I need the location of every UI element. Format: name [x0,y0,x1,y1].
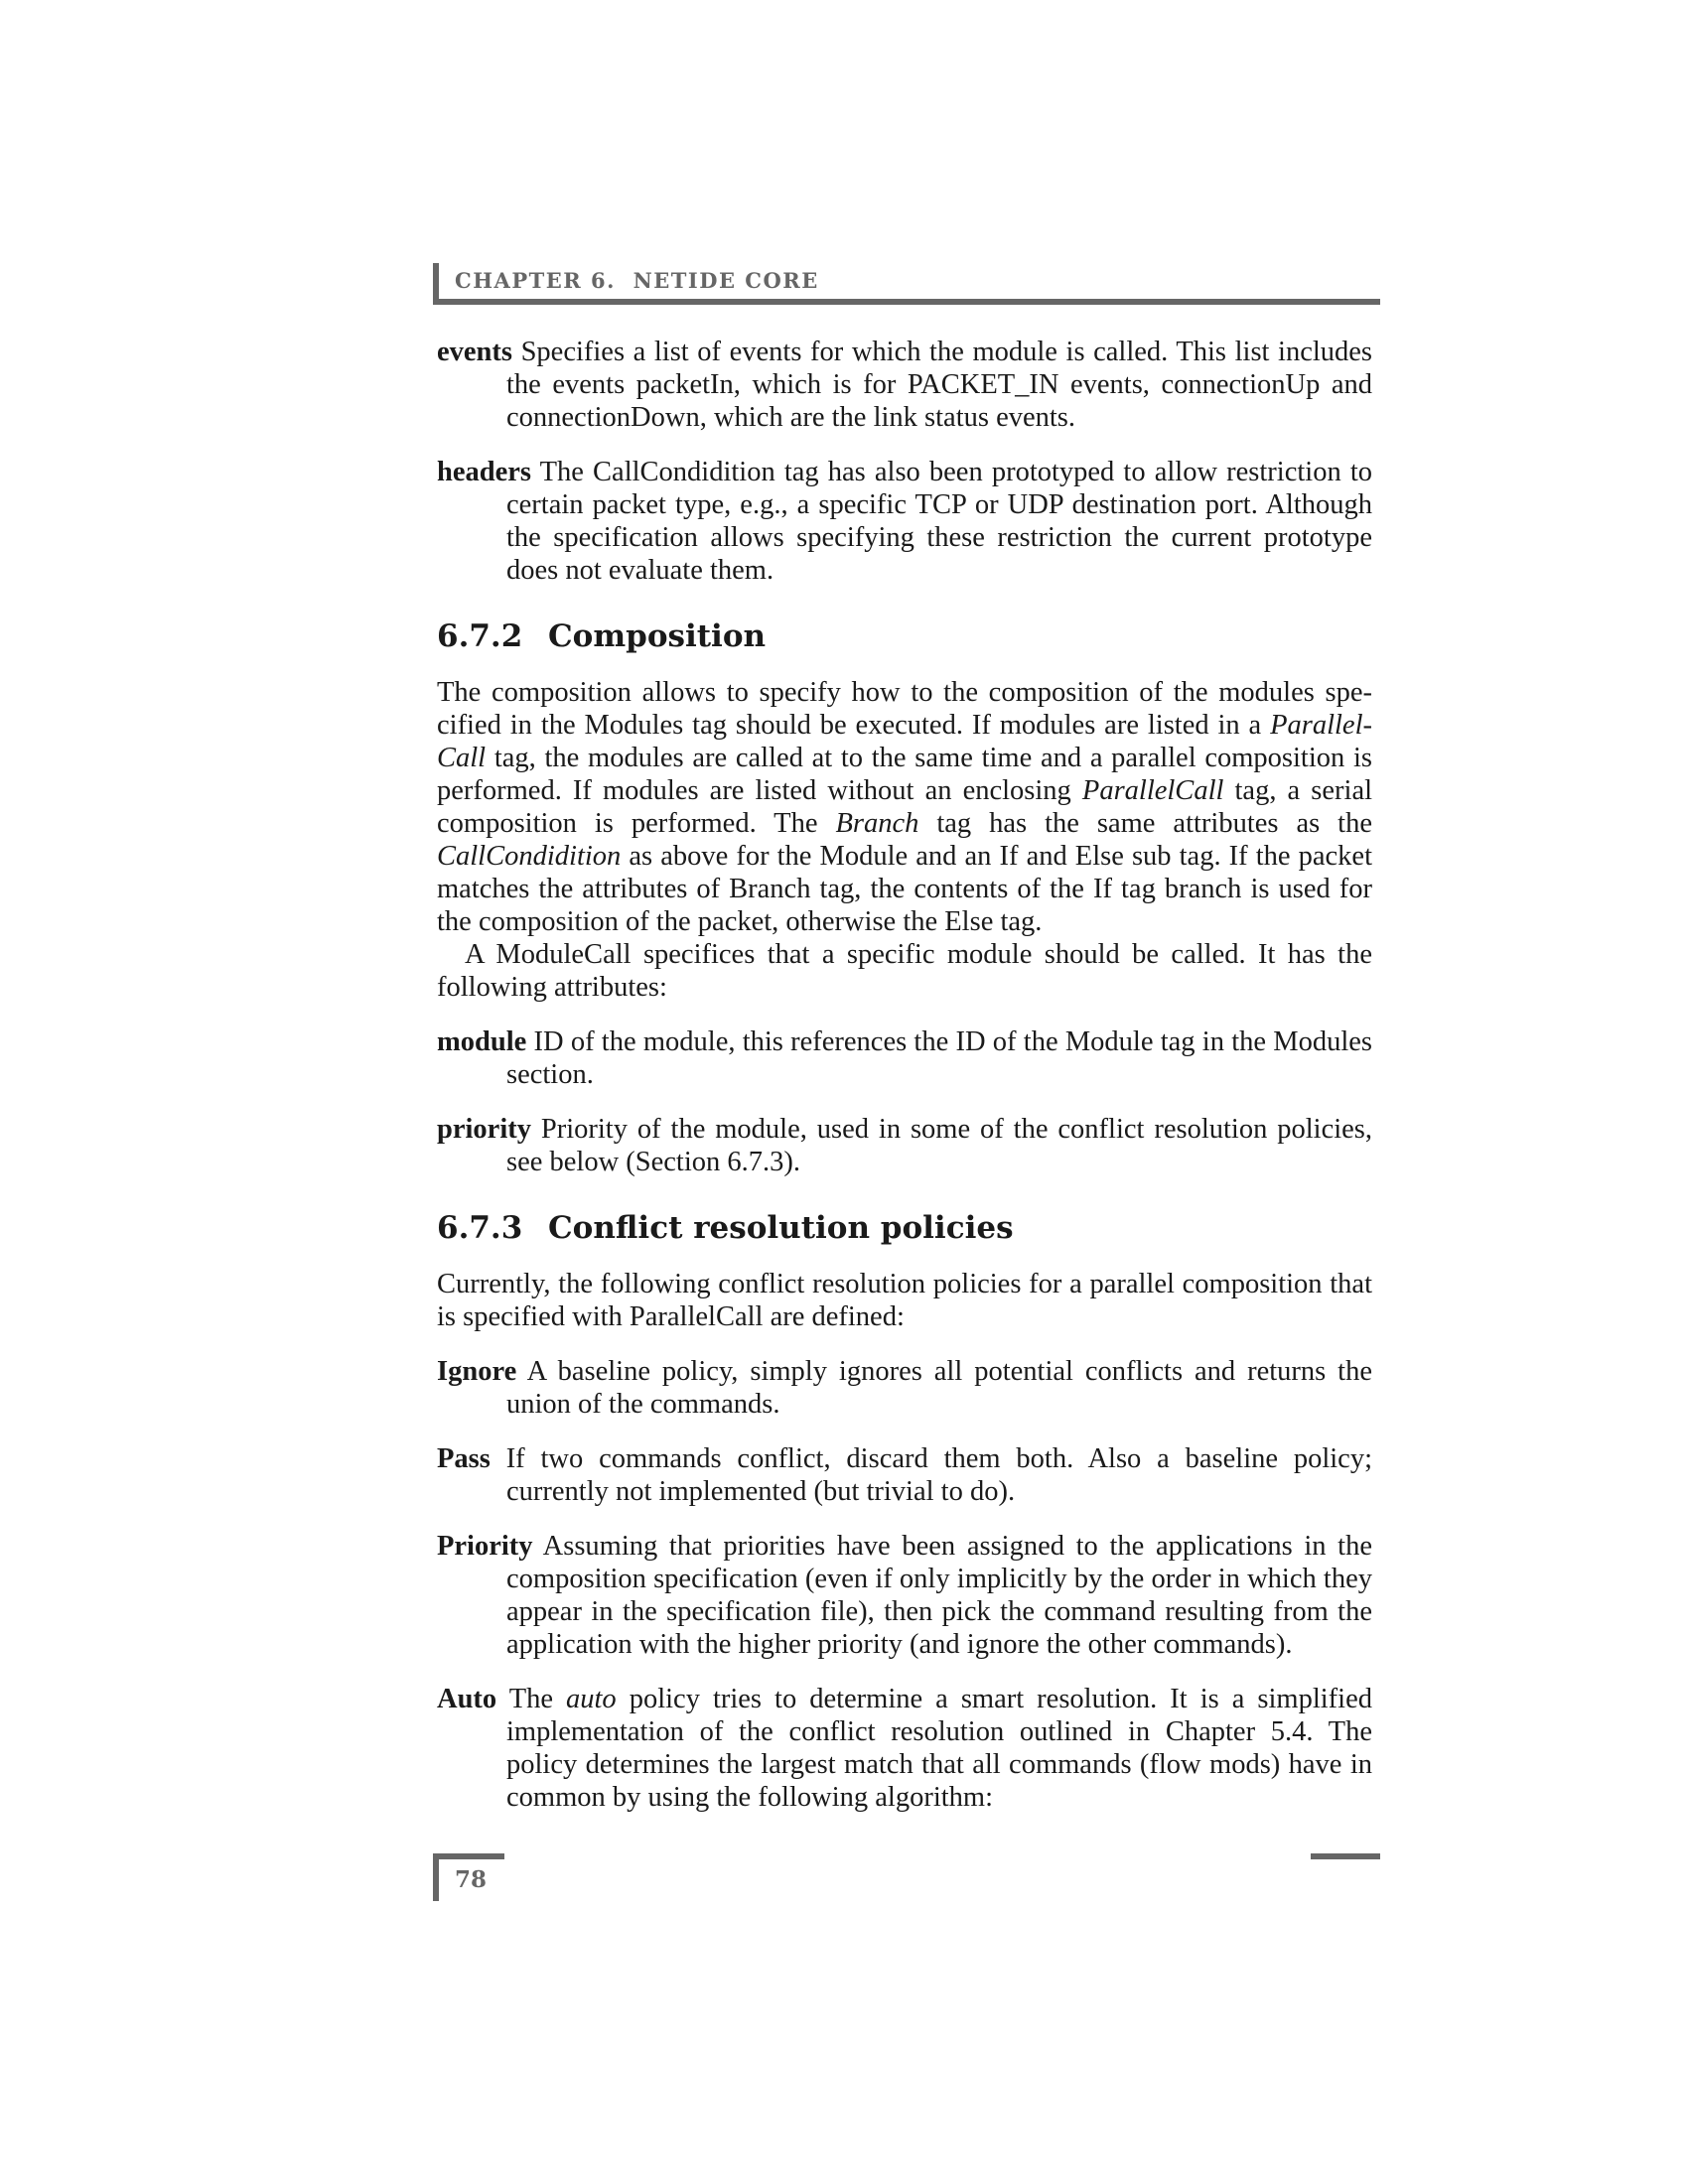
description-item-headers [437,456,1372,587]
policy-item-auto [437,1683,1372,1814]
modulecall-paragraph: A ModuleCall specifices that a specific module should be called. It has the following attributes: [437,939,1372,1003]
italic-term: Branch [835,808,919,839]
section-heading-composition [437,616,1372,656]
text-run: policy tries to determine a smart resolution. It is a simplified implementation of the conflict resolution outlined in Chapter 5.4. The policy determines the largest match that all commands (flow mods) have in common by using the following algorithm: [506,1684,1372,1813]
section-heading-conflict [437,1208,1372,1248]
policy-item-pass [437,1442,1372,1508]
section-title: Composition [548,618,767,654]
composition-paragraph [437,676,1372,938]
description-priority-policy: Assuming that priorities have been assigned to the applications in the composition specification (even if only implicitly by the order in which they appear in the specification file), then pick the command resulting from the application with the higher priority (and ignore the other commands). [506,1531,1372,1660]
term-ignore: Ignore [437,1356,517,1387]
text-run: as above for the Module and an If and Else sub tag. If the packet matches the attributes of Branch tag, the contents of the If tag branch is used for the composition of the packet, otherwise the Else tag. [437,841,1372,937]
description-events: Specifies a list of events for which the module is called. This list includes the events packetIn, which is for PACKET_IN events, connectionUp and connectionDown, which are the link status events. [506,337,1373,433]
description-module: ID of the module, this references the ID of the Module tag in the Modules section. [506,1026,1372,1090]
term-module: module [437,1026,527,1057]
text-run: tag, a serial composition is performed. The [437,775,1373,839]
footer-rule-right [1311,1853,1380,1859]
italic-term: auto [566,1684,617,1714]
text-run: tag has the same attributes as the [918,808,1372,839]
italic-term: ParallelCall [1081,775,1224,806]
description-priority: Priority of the module, used in some of the conflict resolution policies, see below (Section 6.7.3). [506,1114,1372,1177]
term-priority: priority [437,1114,531,1145]
description-item-events [437,336,1372,434]
description-auto [506,1684,1372,1813]
text-run: tag, the modules are called at to the same time and a parallel composition is performed. If modules are listed without an enclosing [437,743,1372,806]
term-pass: Pass [437,1443,491,1474]
footer-rule-left [433,1853,504,1859]
header-chapter: CHAPTER 6. [455,268,616,293]
term-events: events [437,337,512,367]
header-rule [433,299,1380,305]
section-title: Conflict resolution policies [548,1210,1014,1246]
header-title: NETIDE CORE [633,268,819,293]
policy-item-ignore [437,1355,1372,1421]
term-headers: headers [437,457,531,487]
text-run: The composition allows to specify how to the composition of the modules specified in the Modules tag should be executed. If modules are listed in a [437,677,1372,741]
page-content [437,336,1372,1836]
term-priority-policy: Priority [437,1531,533,1562]
page-number: 78 [455,1866,488,1893]
conflict-intro-paragraph: Currently, the following conflict resolution policies for a parallel composition that is specified with ParallelCall are defined: [437,1269,1372,1332]
running-header [455,268,819,293]
section-number: 6.7.3 [437,1210,523,1246]
footer-vertical-bar [433,1853,439,1901]
italic-term: CallCondidition [437,841,622,872]
section-number: 6.7.2 [437,618,523,654]
text-run: The [508,1684,567,1714]
description-item-module [437,1025,1372,1091]
policy-item-priority [437,1530,1372,1661]
description-ignore: A baseline policy, simply ignores all potential conflicts and returns the union of the commands. [506,1356,1372,1420]
italic-term: ParallelCall [437,710,1372,773]
description-headers: The CallCondidition tag has also been prototyped to allow restriction to certain packet type, e.g., a specific TCP or UDP destination port. Although the specification allows specifying these restriction the current prototype does not evaluate them. [506,457,1372,586]
description-pass: If two commands conflict, discard them both. Also a baseline policy; currently not implemented (but trivial to do). [505,1443,1373,1507]
description-item-priority [437,1113,1372,1178]
term-auto: Auto [437,1684,497,1714]
